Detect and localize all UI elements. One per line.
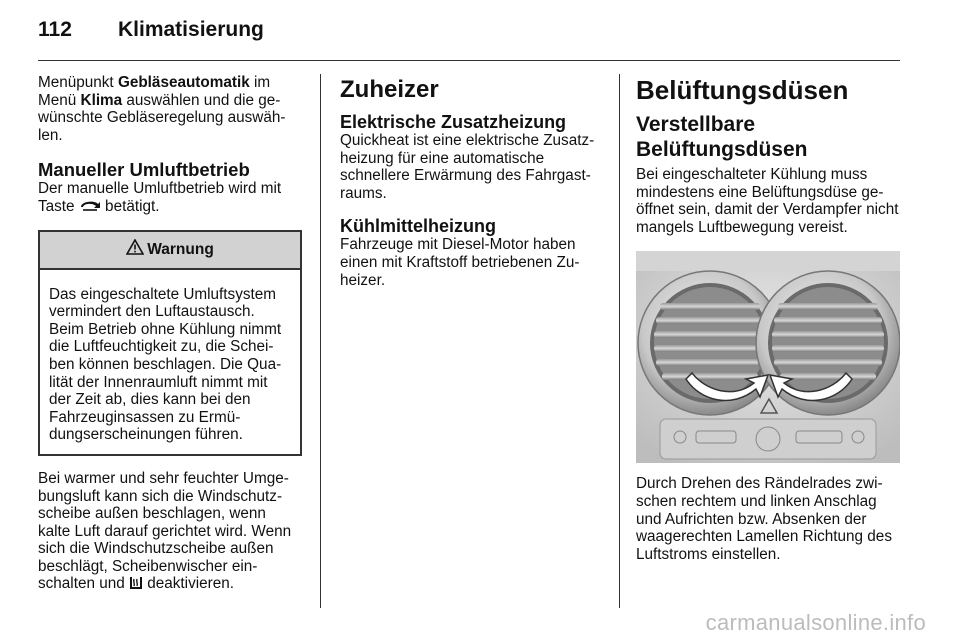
warning-box <box>38 230 302 456</box>
warning-triangle-icon <box>126 239 144 260</box>
section-heading-vents: Belüftungsdüsen <box>636 75 849 105</box>
column-3 <box>636 74 902 563</box>
menu-item-name: Gebläseautomatik <box>117 74 250 91</box>
intro-text-3: auswählen und die gewünschte Gebläseregelung auswählen. <box>38 91 286 144</box>
intro-paragraph <box>38 74 302 144</box>
humidity-text-1: Bei warmer und sehr feuchter Umgebungsluft kann sich die Windschutzscheibe außen beschlagen, wenn kalte Luft darauf gerichtet wird. Wenn sich die Windschutzscheibe außen beschlägt, Scheibenwischer einschalten und <box>38 469 292 593</box>
intro-text-2: im Menü <box>38 74 271 109</box>
section-heading-zuheizer: Zuheizer <box>340 76 439 103</box>
electric-heating-text: Quickheat ist eine elektrische Zusatzheizung für eine automatische schnellere Erwärmung des Fahrgastraums. <box>340 132 595 202</box>
air-vents-illustration <box>636 251 900 463</box>
column-2 <box>340 74 602 289</box>
column-divider-1 <box>320 74 321 608</box>
manual-text-2: betätigt. <box>100 197 160 215</box>
header-divider <box>38 60 900 61</box>
intro-text-1: Menüpunkt <box>38 74 118 91</box>
menu-name: Klima <box>80 91 123 109</box>
vents-intro-text: Bei eingeschalteter Kühlung muss mindestens eine Belüftungsdüse geöffnet sein, damit der Verdampfer nicht mangels Luftbewegung vereist. <box>636 166 899 236</box>
humidity-paragraph <box>38 470 302 595</box>
humidity-text-2: deaktivieren. <box>143 575 234 593</box>
vents-adjust-text: Durch Drehen des Rändelrades zwischen rechtem und linken Anschlag und Aufrichten bzw. Absenken der waagerechten Lamellen Richtung des Luftstroms einstellen. <box>636 475 892 563</box>
page-header <box>38 18 898 48</box>
coolant-heating-text: Fahrzeuge mit Diesel-Motor haben einen mit Kraftstoff betriebenen Zuheizer. <box>340 236 580 289</box>
warning-header <box>40 232 300 270</box>
section-heading-manual-recirc: Manueller Umluftbetrieb <box>38 159 250 181</box>
subheading-coolant-heating: Kühlmittelheizung <box>340 216 496 237</box>
column-1 <box>38 74 302 595</box>
warning-title: Warnung <box>147 240 214 258</box>
subheading-adjustable-vents: Verstellbare Belüftungsdüsen <box>636 113 808 161</box>
manual-paragraph <box>38 180 302 217</box>
watermark: carmanualsonline.info <box>705 610 926 635</box>
warning-text: Das eingeschaltete Umluftsystem vermindert den Luftaustausch. Beim Betrieb ohne Kühlung nimmt die Luftfeuchtigkeit zu, die Scheiben können beschlagen. Die Qualität der Innenraumluft nimmt mit der Zeit ab, dies kann bei den Fahrzeuginsassen zu Ermüdungserscheinungen führen. <box>49 285 282 444</box>
recirculation-icon <box>79 199 101 218</box>
windscreen-defrost-icon <box>129 576 143 595</box>
column-divider-2 <box>619 74 620 608</box>
chapter-title: Klimatisierung <box>118 18 264 41</box>
manual-text-1: Der manuelle Umluftbetrieb wird mit Taste <box>38 180 282 215</box>
subheading-electric-heating: Elektrische Zusatzheizung <box>340 112 567 132</box>
page-number: 112 <box>38 18 72 41</box>
